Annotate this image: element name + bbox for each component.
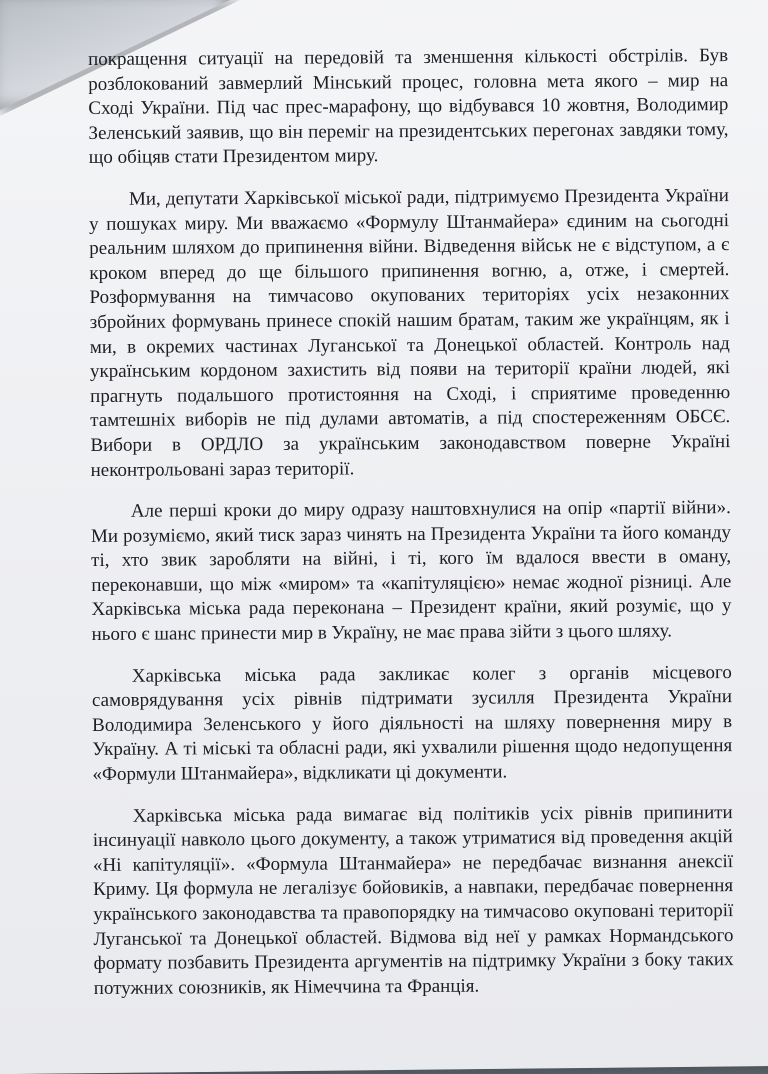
document-body xyxy=(88,44,734,1018)
paragraph-4: Харківська міська рада закликає колег з органів місцевого самоврядування усіх рівнів підтримати зусилля Президента України Володимира Зеленського у його діяльності на шляху повернення миру в Україну. А ті міські та обласні ради, які ухвалили рішення щодо недопущення «Формули Штанмайера», відкликати ці документи. xyxy=(91,661,733,786)
paragraph-1: покращення ситуації на передовій та зменшення кількості обстрілів. Був розблокований завмерлий Мінський процес, головна мета якого – мир на Сході України. Під час прес-марафону, що відбувався 10 жовтня, Володимир Зеленський заявив, що він переміг на президентських перегонах завдяки тому, що обіцяв стати Президентом миру. xyxy=(88,45,729,169)
paragraph-2: Ми, депутати Харківської міської ради, підтримуємо Президента України у пошуках миру. Ми вважаємо «Формулу Штанмайера» єдиним на сьогодні реальним шляхом до припинення війни. Відведення військ не є відступом, а є кроком вперед до ще більшого припинення вогню, а, отже, і смертей. Розформування на тимчасово окупованих територіях усіх незаконних збройних формувань принесе спокій нашим братам, таким же українцям, як і ми, в окремих частинах Луганської та Донецької областей. Контроль над українським кордоном захистить від появи на території країни людей, які прагнуть подальшого протистояння на Сході, і сприятиме проведенню тамтешніх виборів не під дулами автоматів, а під спостереженням ОБСЄ. Вибори в ОРДЛО за українським законодавством поверне Україні неконтрольовані зараз території. xyxy=(89,185,731,481)
paragraph-3: Але перші кроки до миру одразу наштовхнулися на опір «партії війни». Ми розуміємо, який тиск зараз чинять на Президента України та його команду ті, хто звик заробляти на війні, і ті, кого їм вдалося ввести в оману, переконавши, що між «миром» та «капітуляцією» немає жодної різниці. Але Харківська міська рада переконана – Президент країни, який розуміє, що у нього є шанс принести мир в Україну, не має права зійти з цього шляху. xyxy=(90,497,732,646)
paragraph-5: Харківська міська рада вимагає від політиків усіх рівнів припинити інсинуації навколо цього документу, а також утриматися від проведення акцій «Ні капітуляції». «Формула Штанмайера» не передбачає визнання анексії Криму. Ця формула не легалізує бойовиків, а навпаки, передбачає повернення українського законодавства та правопорядку на тимчасово окуповані території Луганської та Донецької областей. Відмова від неї у рамках Нормандського формату позбавить Президента аргументів на підтримку України з боку таких потужних союзників, як Німеччина та Франція. xyxy=(92,801,734,999)
